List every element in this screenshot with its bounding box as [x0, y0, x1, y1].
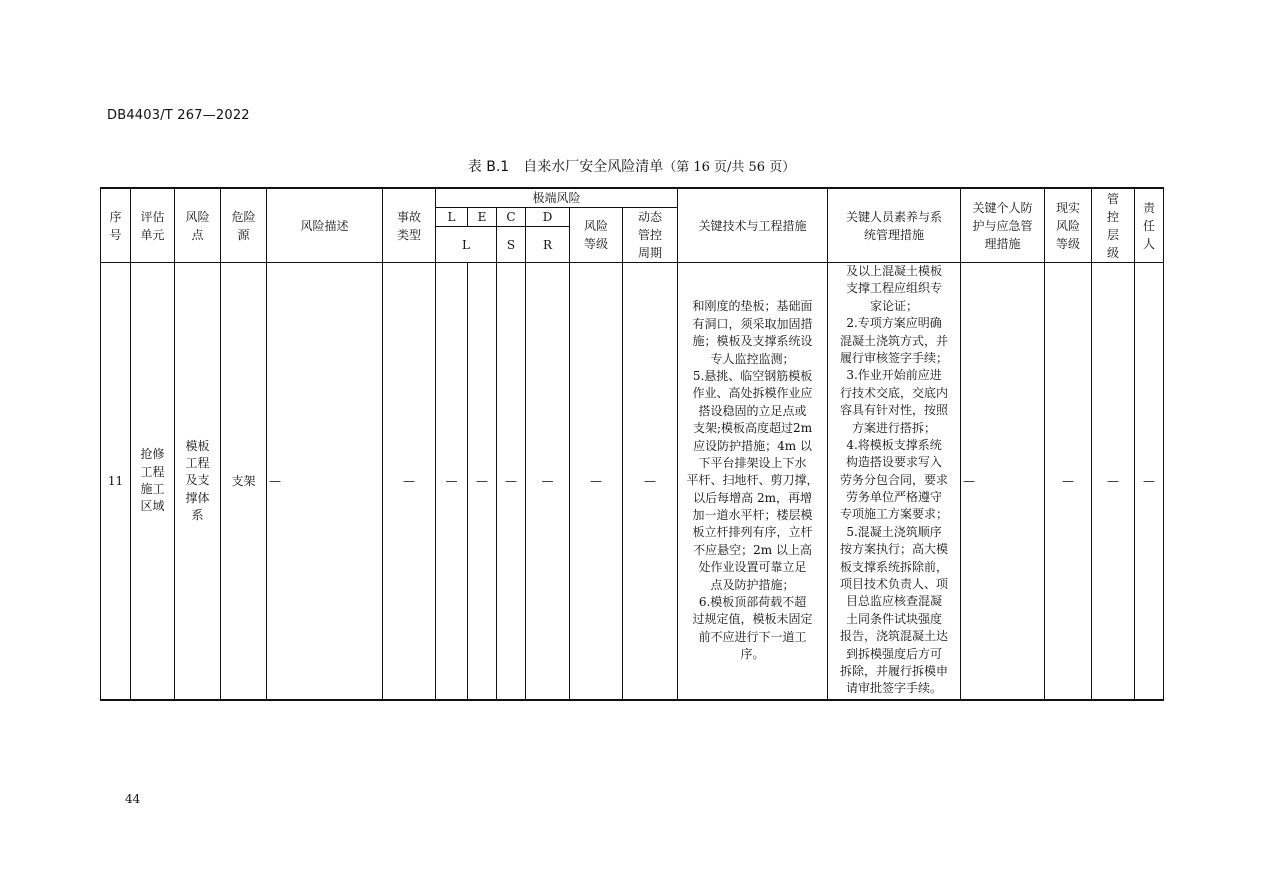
header-l: L: [436, 208, 468, 227]
header-d: D: [526, 208, 570, 227]
table-title: [0, 156, 1263, 176]
header-description: 风险描述: [267, 188, 383, 263]
cell-tech-measures: 和刚度的垫板；基础面 有洞口，须采取加固措 施；模板及支撑系统设 专人监控监测； 5.悬挑、临空钢筋模板 作业、高处拆模作业应 搭设稳固的立足点或 支架;模板高度超过2m 应设防护措施；4m 以 下平台排架设上下水 平杆、扫地杆、剪刀撑， 以后每增高 2m，再增 加一道水平杆；楼层模 板立杆排列有序，立杆 不应悬空；2m 以上高 处作业设置可靠立足 点及防护措施； 6.模板顶部荷载不超 过规定值，模板未固定 前不应进行下一道工 序。: [678, 263, 828, 701]
cell-l: —: [436, 263, 468, 701]
cell-risk-level: —: [570, 263, 623, 701]
header-l-lower: L: [436, 227, 497, 263]
header-protection-measures: 关键个人防 护与应急管 理措施: [961, 188, 1045, 263]
cell-unit: 抢修 工程 施工 区域: [131, 263, 175, 701]
cell-control-level: —: [1092, 263, 1135, 701]
header-s: S: [497, 227, 526, 263]
header-e: E: [468, 208, 497, 227]
header-unit: 评估 单元: [131, 188, 175, 263]
header-risk-level: 风险 等级: [570, 208, 623, 263]
header-control-level: 管 控 层 级: [1092, 188, 1135, 263]
cell-personnel-measures: 及以上混凝土模板 支撑工程应组织专 家论证； 2.专项方案应明确 混凝土浇筑方式，并 履行审核签字手续； 3.作业开始前应进 行技术交底，交底内 容具有针对性，按照 方案进行搭拆； 4.将模板支撑系统 构造搭设要求写入 劳务分包合同，要求 劳务单位严格遵守 专项施工方案要求； 5.混凝土浇筑顺序 按方案执行；高大模 板支撑系统拆除前， 项目技术负责人、项 目总监应核查混凝 土同条件试块强度 报告，浇筑混凝土达 到拆模强度后方可 拆除，并履行拆模申 请审批签字手续。: [828, 263, 961, 701]
cell-accident-type: —: [383, 263, 436, 701]
risk-list-table: [100, 187, 1164, 701]
page-number: 44: [125, 792, 141, 806]
cell-c: —: [497, 263, 526, 701]
header-c: C: [497, 208, 526, 227]
table-title-main: 表 B.1 自来水厂安全风险清单: [467, 159, 664, 175]
cell-e: —: [468, 263, 497, 701]
header-responsible: 责 任 人: [1135, 188, 1164, 263]
header-personnel-measures: 关键人员素养与系 统管理措施: [828, 188, 961, 263]
table-page-info: （第 16 页/共 56 页）: [663, 160, 796, 175]
table-row: [101, 263, 1164, 701]
cell-hazard: 支架: [221, 263, 267, 701]
cell-d: —: [526, 263, 570, 701]
header-extreme-risk: 极端风险: [436, 188, 678, 208]
header-tech-measures: 关键技术与工程措施: [678, 188, 828, 263]
cell-point: 模板 工程 及支 撑体 系: [175, 263, 221, 701]
cell-control-period: —: [623, 263, 678, 701]
header-point: 风险 点: [175, 188, 221, 263]
header-hazard: 危险 源: [221, 188, 267, 263]
cell-description: —: [267, 263, 383, 701]
cell-real-risk-level: —: [1045, 263, 1092, 701]
header-accident-type: 事故 类型: [383, 188, 436, 263]
document-code: DB4403/T 267—2022: [107, 108, 250, 123]
header-control-period: 动态 管控 周期: [623, 208, 678, 263]
header-seq: 序 号: [101, 188, 131, 263]
cell-responsible: —: [1135, 263, 1164, 701]
header-r: R: [526, 227, 570, 263]
cell-seq: 11: [101, 263, 131, 701]
header-real-risk-level: 现实 风险 等级: [1045, 188, 1092, 263]
cell-protection-measures: —: [961, 263, 1045, 701]
